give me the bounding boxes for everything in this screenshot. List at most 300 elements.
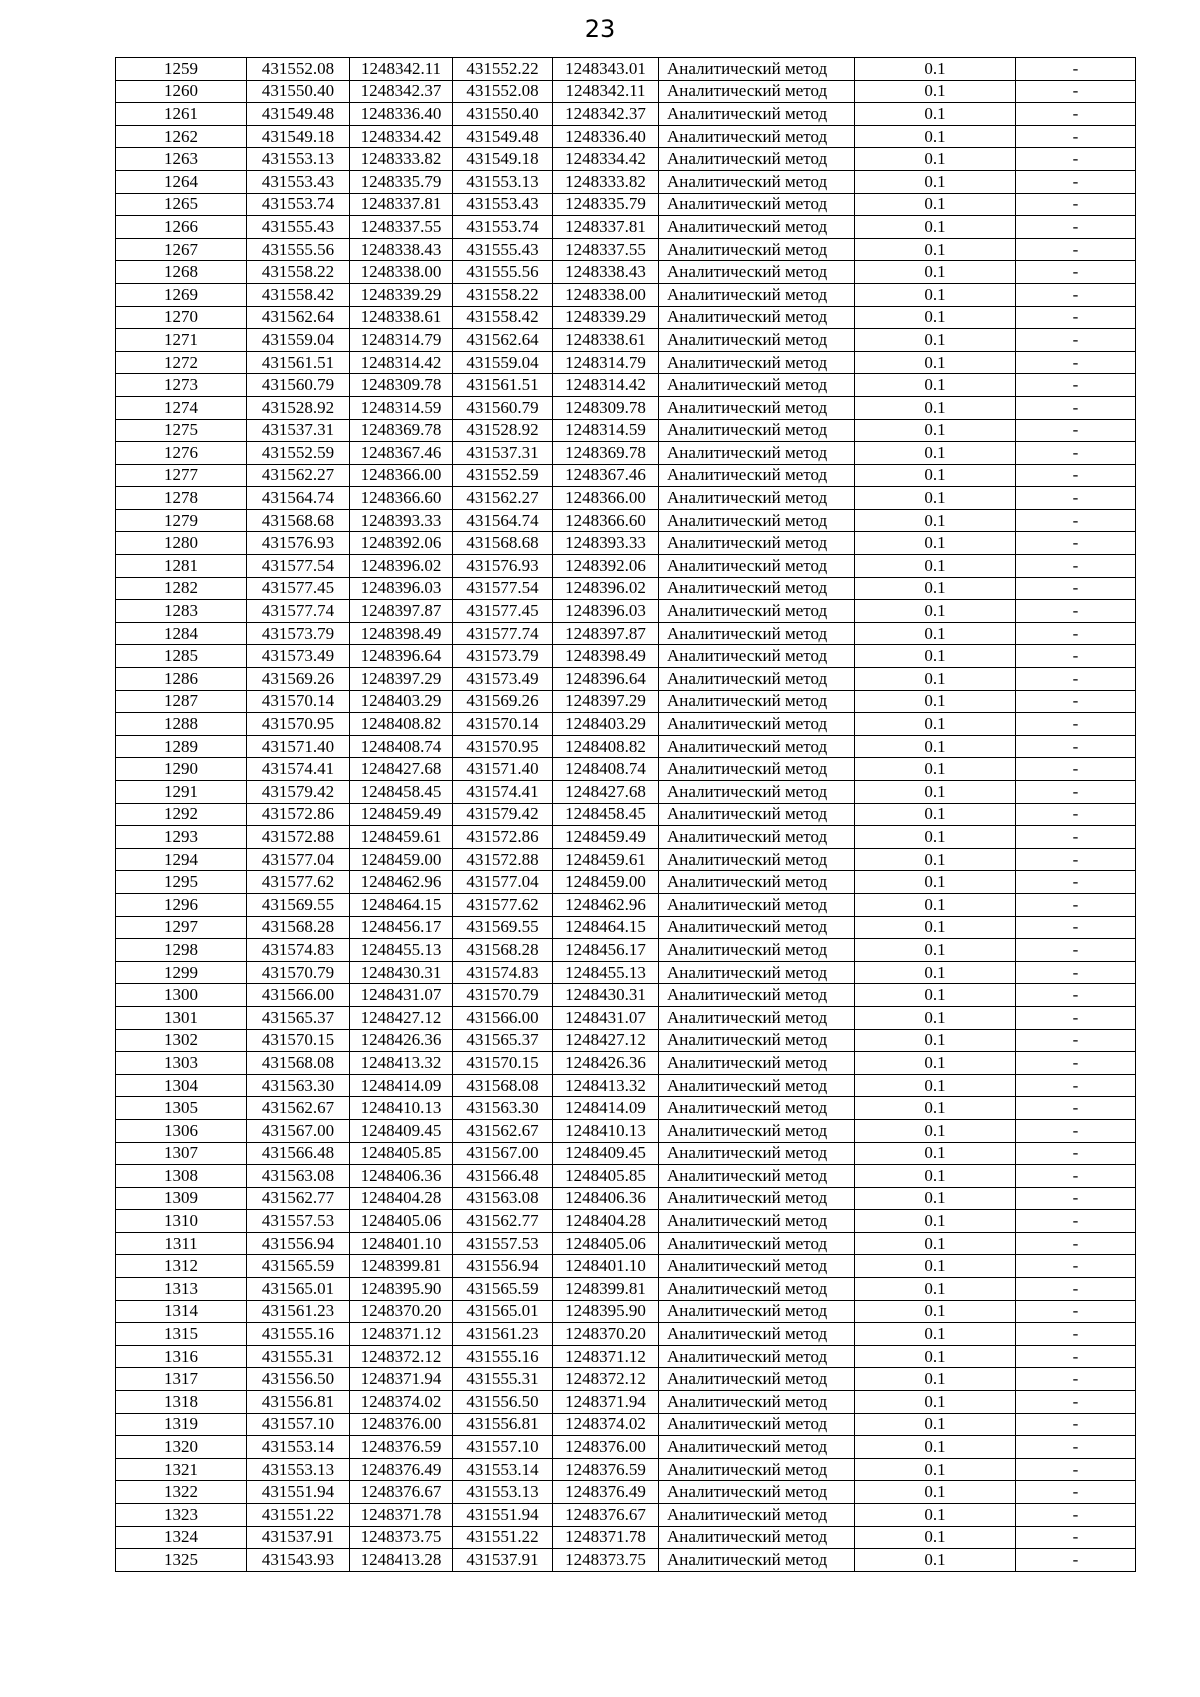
- table-row: [116, 125, 1136, 148]
- note-cell: -: [1016, 1413, 1136, 1436]
- table-row: [116, 1210, 1136, 1233]
- table-row: [116, 1345, 1136, 1368]
- point-number-cell: 1315: [116, 1323, 247, 1346]
- y-start-cell: 1248456.17: [350, 916, 453, 939]
- x-start-cell: 431553.14: [247, 1436, 350, 1459]
- y-end-cell: 1248414.09: [553, 1097, 659, 1120]
- x-end-cell: 431528.92: [453, 419, 553, 442]
- x-start-cell: 431556.94: [247, 1232, 350, 1255]
- table-row: [116, 1165, 1136, 1188]
- y-end-cell: 1248334.42: [553, 148, 659, 171]
- table-row: [116, 442, 1136, 465]
- accuracy-cell: 0.1: [855, 1232, 1016, 1255]
- note-cell: -: [1016, 442, 1136, 465]
- method-cell: Аналитический метод: [659, 1345, 855, 1368]
- x-start-cell: 431565.01: [247, 1278, 350, 1301]
- y-start-cell: 1248392.06: [350, 532, 453, 555]
- x-start-cell: 431565.59: [247, 1255, 350, 1278]
- table-row: [116, 622, 1136, 645]
- method-cell: Аналитический метод: [659, 916, 855, 939]
- x-end-cell: 431558.22: [453, 283, 553, 306]
- table-row: [116, 216, 1136, 239]
- table-row: [116, 329, 1136, 352]
- y-end-cell: 1248371.94: [553, 1391, 659, 1414]
- x-start-cell: 431577.74: [247, 600, 350, 623]
- note-cell: -: [1016, 125, 1136, 148]
- x-end-cell: 431572.88: [453, 848, 553, 871]
- x-start-cell: 431579.42: [247, 781, 350, 804]
- x-start-cell: 431528.92: [247, 396, 350, 419]
- note-cell: -: [1016, 487, 1136, 510]
- accuracy-cell: 0.1: [855, 690, 1016, 713]
- table-row: [116, 1142, 1136, 1165]
- x-start-cell: 431556.50: [247, 1368, 350, 1391]
- x-end-cell: 431561.23: [453, 1323, 553, 1346]
- note-cell: -: [1016, 351, 1136, 374]
- point-number-cell: 1286: [116, 668, 247, 691]
- note-cell: -: [1016, 374, 1136, 397]
- accuracy-cell: 0.1: [855, 419, 1016, 442]
- table-row: [116, 419, 1136, 442]
- x-start-cell: 431568.08: [247, 1052, 350, 1075]
- x-start-cell: 431571.40: [247, 735, 350, 758]
- y-end-cell: 1248459.49: [553, 826, 659, 849]
- accuracy-cell: 0.1: [855, 1413, 1016, 1436]
- y-start-cell: 1248395.90: [350, 1278, 453, 1301]
- accuracy-cell: 0.1: [855, 58, 1016, 81]
- x-end-cell: 431550.40: [453, 103, 553, 126]
- accuracy-cell: 0.1: [855, 622, 1016, 645]
- y-end-cell: 1248426.36: [553, 1052, 659, 1075]
- x-end-cell: 431553.43: [453, 193, 553, 216]
- point-number-cell: 1266: [116, 216, 247, 239]
- x-start-cell: 431549.18: [247, 125, 350, 148]
- method-cell: Аналитический метод: [659, 1549, 855, 1572]
- point-number-cell: 1277: [116, 464, 247, 487]
- x-start-cell: 431566.48: [247, 1142, 350, 1165]
- point-number-cell: 1281: [116, 555, 247, 578]
- note-cell: -: [1016, 1255, 1136, 1278]
- method-cell: Аналитический метод: [659, 1029, 855, 1052]
- y-start-cell: 1248376.67: [350, 1481, 453, 1504]
- x-start-cell: 431543.93: [247, 1549, 350, 1572]
- x-end-cell: 431549.48: [453, 125, 553, 148]
- x-start-cell: 431555.31: [247, 1345, 350, 1368]
- accuracy-cell: 0.1: [855, 1368, 1016, 1391]
- table-row: [116, 170, 1136, 193]
- y-end-cell: 1248336.40: [553, 125, 659, 148]
- point-number-cell: 1271: [116, 329, 247, 352]
- y-end-cell: 1248342.37: [553, 103, 659, 126]
- table-row: [116, 758, 1136, 781]
- method-cell: Аналитический метод: [659, 939, 855, 962]
- y-end-cell: 1248376.00: [553, 1436, 659, 1459]
- y-start-cell: 1248427.68: [350, 758, 453, 781]
- note-cell: -: [1016, 622, 1136, 645]
- accuracy-cell: 0.1: [855, 80, 1016, 103]
- method-cell: Аналитический метод: [659, 1210, 855, 1233]
- y-start-cell: 1248455.13: [350, 939, 453, 962]
- y-end-cell: 1248409.45: [553, 1142, 659, 1165]
- y-end-cell: 1248370.20: [553, 1323, 659, 1346]
- method-cell: Аналитический метод: [659, 1255, 855, 1278]
- note-cell: -: [1016, 532, 1136, 555]
- method-cell: Аналитический метод: [659, 826, 855, 849]
- point-number-cell: 1303: [116, 1052, 247, 1075]
- x-start-cell: 431552.59: [247, 442, 350, 465]
- x-start-cell: 431553.74: [247, 193, 350, 216]
- y-end-cell: 1248403.29: [553, 713, 659, 736]
- accuracy-cell: 0.1: [855, 1481, 1016, 1504]
- y-start-cell: 1248376.00: [350, 1413, 453, 1436]
- accuracy-cell: 0.1: [855, 1278, 1016, 1301]
- y-end-cell: 1248397.87: [553, 622, 659, 645]
- y-start-cell: 1248376.59: [350, 1436, 453, 1459]
- method-cell: Аналитический метод: [659, 374, 855, 397]
- y-end-cell: 1248408.74: [553, 758, 659, 781]
- accuracy-cell: 0.1: [855, 577, 1016, 600]
- x-start-cell: 431563.30: [247, 1074, 350, 1097]
- y-end-cell: 1248405.85: [553, 1165, 659, 1188]
- note-cell: -: [1016, 1142, 1136, 1165]
- table-row: [116, 103, 1136, 126]
- accuracy-cell: 0.1: [855, 464, 1016, 487]
- method-cell: Аналитический метод: [659, 668, 855, 691]
- table-row: [116, 1187, 1136, 1210]
- x-start-cell: 431559.04: [247, 329, 350, 352]
- x-end-cell: 431579.42: [453, 803, 553, 826]
- table-row: [116, 1074, 1136, 1097]
- method-cell: Аналитический метод: [659, 1368, 855, 1391]
- point-number-cell: 1322: [116, 1481, 247, 1504]
- note-cell: -: [1016, 735, 1136, 758]
- method-cell: Аналитический метод: [659, 1232, 855, 1255]
- accuracy-cell: 0.1: [855, 193, 1016, 216]
- table-row: [116, 1052, 1136, 1075]
- y-start-cell: 1248401.10: [350, 1232, 453, 1255]
- x-end-cell: 431565.37: [453, 1029, 553, 1052]
- x-end-cell: 431573.79: [453, 645, 553, 668]
- method-cell: Аналитический метод: [659, 170, 855, 193]
- note-cell: -: [1016, 1345, 1136, 1368]
- x-end-cell: 431555.31: [453, 1368, 553, 1391]
- y-start-cell: 1248376.49: [350, 1458, 453, 1481]
- method-cell: Аналитический метод: [659, 1165, 855, 1188]
- y-start-cell: 1248314.79: [350, 329, 453, 352]
- table-row: [116, 487, 1136, 510]
- y-end-cell: 1248314.59: [553, 419, 659, 442]
- y-end-cell: 1248371.12: [553, 1345, 659, 1368]
- method-cell: Аналитический метод: [659, 532, 855, 555]
- y-end-cell: 1248455.13: [553, 961, 659, 984]
- y-start-cell: 1248338.00: [350, 261, 453, 284]
- y-end-cell: 1248376.49: [553, 1481, 659, 1504]
- accuracy-cell: 0.1: [855, 216, 1016, 239]
- y-start-cell: 1248406.36: [350, 1165, 453, 1188]
- accuracy-cell: 0.1: [855, 261, 1016, 284]
- note-cell: -: [1016, 555, 1136, 578]
- method-cell: Аналитический метод: [659, 600, 855, 623]
- x-start-cell: 431577.62: [247, 871, 350, 894]
- method-cell: Аналитический метод: [659, 1097, 855, 1120]
- accuracy-cell: 0.1: [855, 1165, 1016, 1188]
- x-start-cell: 431573.79: [247, 622, 350, 645]
- accuracy-cell: 0.1: [855, 396, 1016, 419]
- x-end-cell: 431552.22: [453, 58, 553, 81]
- x-end-cell: 431551.94: [453, 1504, 553, 1527]
- method-cell: Аналитический метод: [659, 509, 855, 532]
- table-row: [116, 600, 1136, 623]
- note-cell: -: [1016, 216, 1136, 239]
- note-cell: -: [1016, 1097, 1136, 1120]
- note-cell: -: [1016, 758, 1136, 781]
- table-row: [116, 668, 1136, 691]
- table-row: [116, 713, 1136, 736]
- point-number-cell: 1321: [116, 1458, 247, 1481]
- point-number-cell: 1317: [116, 1368, 247, 1391]
- table-row: [116, 306, 1136, 329]
- note-cell: -: [1016, 1323, 1136, 1346]
- accuracy-cell: 0.1: [855, 374, 1016, 397]
- y-start-cell: 1248464.15: [350, 893, 453, 916]
- table-row: [116, 238, 1136, 261]
- y-start-cell: 1248366.00: [350, 464, 453, 487]
- y-start-cell: 1248339.29: [350, 283, 453, 306]
- point-number-cell: 1259: [116, 58, 247, 81]
- accuracy-cell: 0.1: [855, 1006, 1016, 1029]
- note-cell: -: [1016, 939, 1136, 962]
- method-cell: Аналитический метод: [659, 419, 855, 442]
- x-start-cell: 431576.93: [247, 532, 350, 555]
- point-number-cell: 1279: [116, 509, 247, 532]
- x-end-cell: 431557.53: [453, 1232, 553, 1255]
- x-start-cell: 431566.00: [247, 984, 350, 1007]
- y-start-cell: 1248309.78: [350, 374, 453, 397]
- x-start-cell: 431552.08: [247, 58, 350, 81]
- point-number-cell: 1302: [116, 1029, 247, 1052]
- y-end-cell: 1248337.55: [553, 238, 659, 261]
- method-cell: Аналитический метод: [659, 1481, 855, 1504]
- y-start-cell: 1248408.74: [350, 735, 453, 758]
- x-start-cell: 431557.10: [247, 1413, 350, 1436]
- method-cell: Аналитический метод: [659, 645, 855, 668]
- note-cell: -: [1016, 916, 1136, 939]
- method-cell: Аналитический метод: [659, 103, 855, 126]
- note-cell: -: [1016, 329, 1136, 352]
- method-cell: Аналитический метод: [659, 781, 855, 804]
- x-start-cell: 431558.22: [247, 261, 350, 284]
- y-start-cell: 1248397.29: [350, 668, 453, 691]
- accuracy-cell: 0.1: [855, 509, 1016, 532]
- y-start-cell: 1248342.37: [350, 80, 453, 103]
- accuracy-cell: 0.1: [855, 848, 1016, 871]
- y-start-cell: 1248430.31: [350, 961, 453, 984]
- point-number-cell: 1300: [116, 984, 247, 1007]
- y-start-cell: 1248398.49: [350, 622, 453, 645]
- note-cell: -: [1016, 58, 1136, 81]
- page-number: 23: [584, 15, 616, 43]
- accuracy-cell: 0.1: [855, 532, 1016, 555]
- table-row: [116, 1391, 1136, 1414]
- x-end-cell: 431569.55: [453, 916, 553, 939]
- accuracy-cell: 0.1: [855, 1345, 1016, 1368]
- point-number-cell: 1268: [116, 261, 247, 284]
- x-start-cell: 431577.54: [247, 555, 350, 578]
- method-cell: Аналитический метод: [659, 758, 855, 781]
- accuracy-cell: 0.1: [855, 555, 1016, 578]
- x-start-cell: 431562.64: [247, 306, 350, 329]
- table-row: [116, 893, 1136, 916]
- point-number-cell: 1307: [116, 1142, 247, 1165]
- accuracy-cell: 0.1: [855, 939, 1016, 962]
- accuracy-cell: 0.1: [855, 781, 1016, 804]
- point-number-cell: 1305: [116, 1097, 247, 1120]
- y-end-cell: 1248404.28: [553, 1210, 659, 1233]
- y-start-cell: 1248374.02: [350, 1391, 453, 1414]
- y-end-cell: 1248410.13: [553, 1119, 659, 1142]
- point-number-cell: 1296: [116, 893, 247, 916]
- method-cell: Аналитический метод: [659, 306, 855, 329]
- point-number-cell: 1265: [116, 193, 247, 216]
- note-cell: -: [1016, 1165, 1136, 1188]
- point-number-cell: 1274: [116, 396, 247, 419]
- accuracy-cell: 0.1: [855, 1052, 1016, 1075]
- y-start-cell: 1248410.13: [350, 1097, 453, 1120]
- note-cell: -: [1016, 306, 1136, 329]
- note-cell: -: [1016, 148, 1136, 171]
- table-row: [116, 58, 1136, 81]
- y-end-cell: 1248366.00: [553, 487, 659, 510]
- point-number-cell: 1293: [116, 826, 247, 849]
- note-cell: -: [1016, 1549, 1136, 1572]
- accuracy-cell: 0.1: [855, 283, 1016, 306]
- x-start-cell: 431560.79: [247, 374, 350, 397]
- note-cell: -: [1016, 1526, 1136, 1549]
- method-cell: Аналитический метод: [659, 1323, 855, 1346]
- y-start-cell: 1248431.07: [350, 984, 453, 1007]
- y-end-cell: 1248337.81: [553, 216, 659, 239]
- accuracy-cell: 0.1: [855, 1119, 1016, 1142]
- point-number-cell: 1291: [116, 781, 247, 804]
- y-end-cell: 1248459.00: [553, 871, 659, 894]
- x-end-cell: 431555.56: [453, 261, 553, 284]
- point-number-cell: 1308: [116, 1165, 247, 1188]
- point-number-cell: 1311: [116, 1232, 247, 1255]
- accuracy-cell: 0.1: [855, 1074, 1016, 1097]
- coordinates-table: [115, 57, 1136, 1572]
- method-cell: Аналитический метод: [659, 396, 855, 419]
- x-end-cell: 431558.42: [453, 306, 553, 329]
- note-cell: -: [1016, 1210, 1136, 1233]
- x-start-cell: 431555.16: [247, 1323, 350, 1346]
- x-start-cell: 431537.91: [247, 1526, 350, 1549]
- x-end-cell: 431568.28: [453, 939, 553, 962]
- y-end-cell: 1248366.60: [553, 509, 659, 532]
- y-start-cell: 1248337.55: [350, 216, 453, 239]
- table-row: [116, 193, 1136, 216]
- method-cell: Аналитический метод: [659, 803, 855, 826]
- x-end-cell: 431569.26: [453, 690, 553, 713]
- x-end-cell: 431552.59: [453, 464, 553, 487]
- note-cell: -: [1016, 690, 1136, 713]
- note-cell: -: [1016, 668, 1136, 691]
- note-cell: -: [1016, 396, 1136, 419]
- note-cell: -: [1016, 961, 1136, 984]
- x-start-cell: 431551.22: [247, 1504, 350, 1527]
- point-number-cell: 1270: [116, 306, 247, 329]
- y-start-cell: 1248366.60: [350, 487, 453, 510]
- accuracy-cell: 0.1: [855, 170, 1016, 193]
- y-end-cell: 1248369.78: [553, 442, 659, 465]
- point-number-cell: 1287: [116, 690, 247, 713]
- note-cell: -: [1016, 464, 1136, 487]
- x-start-cell: 431562.67: [247, 1097, 350, 1120]
- point-number-cell: 1319: [116, 1413, 247, 1436]
- method-cell: Аналитический метод: [659, 1391, 855, 1414]
- method-cell: Аналитический метод: [659, 1300, 855, 1323]
- x-end-cell: 431553.13: [453, 170, 553, 193]
- y-end-cell: 1248376.59: [553, 1458, 659, 1481]
- table-row: [116, 735, 1136, 758]
- table-row: [116, 645, 1136, 668]
- accuracy-cell: 0.1: [855, 893, 1016, 916]
- y-start-cell: 1248335.79: [350, 170, 453, 193]
- note-cell: -: [1016, 1187, 1136, 1210]
- y-end-cell: 1248395.90: [553, 1300, 659, 1323]
- y-start-cell: 1248338.61: [350, 306, 453, 329]
- y-end-cell: 1248333.82: [553, 170, 659, 193]
- point-number-cell: 1316: [116, 1345, 247, 1368]
- table-row: [116, 555, 1136, 578]
- accuracy-cell: 0.1: [855, 1097, 1016, 1120]
- x-end-cell: 431563.08: [453, 1187, 553, 1210]
- x-start-cell: 431563.08: [247, 1165, 350, 1188]
- y-start-cell: 1248458.45: [350, 781, 453, 804]
- note-cell: -: [1016, 1052, 1136, 1075]
- note-cell: -: [1016, 871, 1136, 894]
- point-number-cell: 1310: [116, 1210, 247, 1233]
- point-number-cell: 1306: [116, 1119, 247, 1142]
- method-cell: Аналитический метод: [659, 577, 855, 600]
- note-cell: -: [1016, 1006, 1136, 1029]
- x-end-cell: 431562.77: [453, 1210, 553, 1233]
- table-row: [116, 803, 1136, 826]
- accuracy-cell: 0.1: [855, 600, 1016, 623]
- point-number-cell: 1264: [116, 170, 247, 193]
- method-cell: Аналитический метод: [659, 871, 855, 894]
- x-end-cell: 431556.81: [453, 1413, 553, 1436]
- method-cell: Аналитический метод: [659, 1413, 855, 1436]
- y-end-cell: 1248314.79: [553, 351, 659, 374]
- note-cell: -: [1016, 1029, 1136, 1052]
- note-cell: -: [1016, 600, 1136, 623]
- table-row: [116, 1232, 1136, 1255]
- table-row: [116, 1255, 1136, 1278]
- table-row: [116, 1458, 1136, 1481]
- y-start-cell: 1248459.49: [350, 803, 453, 826]
- x-start-cell: 431577.04: [247, 848, 350, 871]
- point-number-cell: 1260: [116, 80, 247, 103]
- x-end-cell: 431553.74: [453, 216, 553, 239]
- table-row: [116, 1549, 1136, 1572]
- table-row: [116, 509, 1136, 532]
- accuracy-cell: 0.1: [855, 1255, 1016, 1278]
- accuracy-cell: 0.1: [855, 1458, 1016, 1481]
- x-end-cell: 431574.83: [453, 961, 553, 984]
- table-row: [116, 532, 1136, 555]
- y-end-cell: 1248335.79: [553, 193, 659, 216]
- y-end-cell: 1248406.36: [553, 1187, 659, 1210]
